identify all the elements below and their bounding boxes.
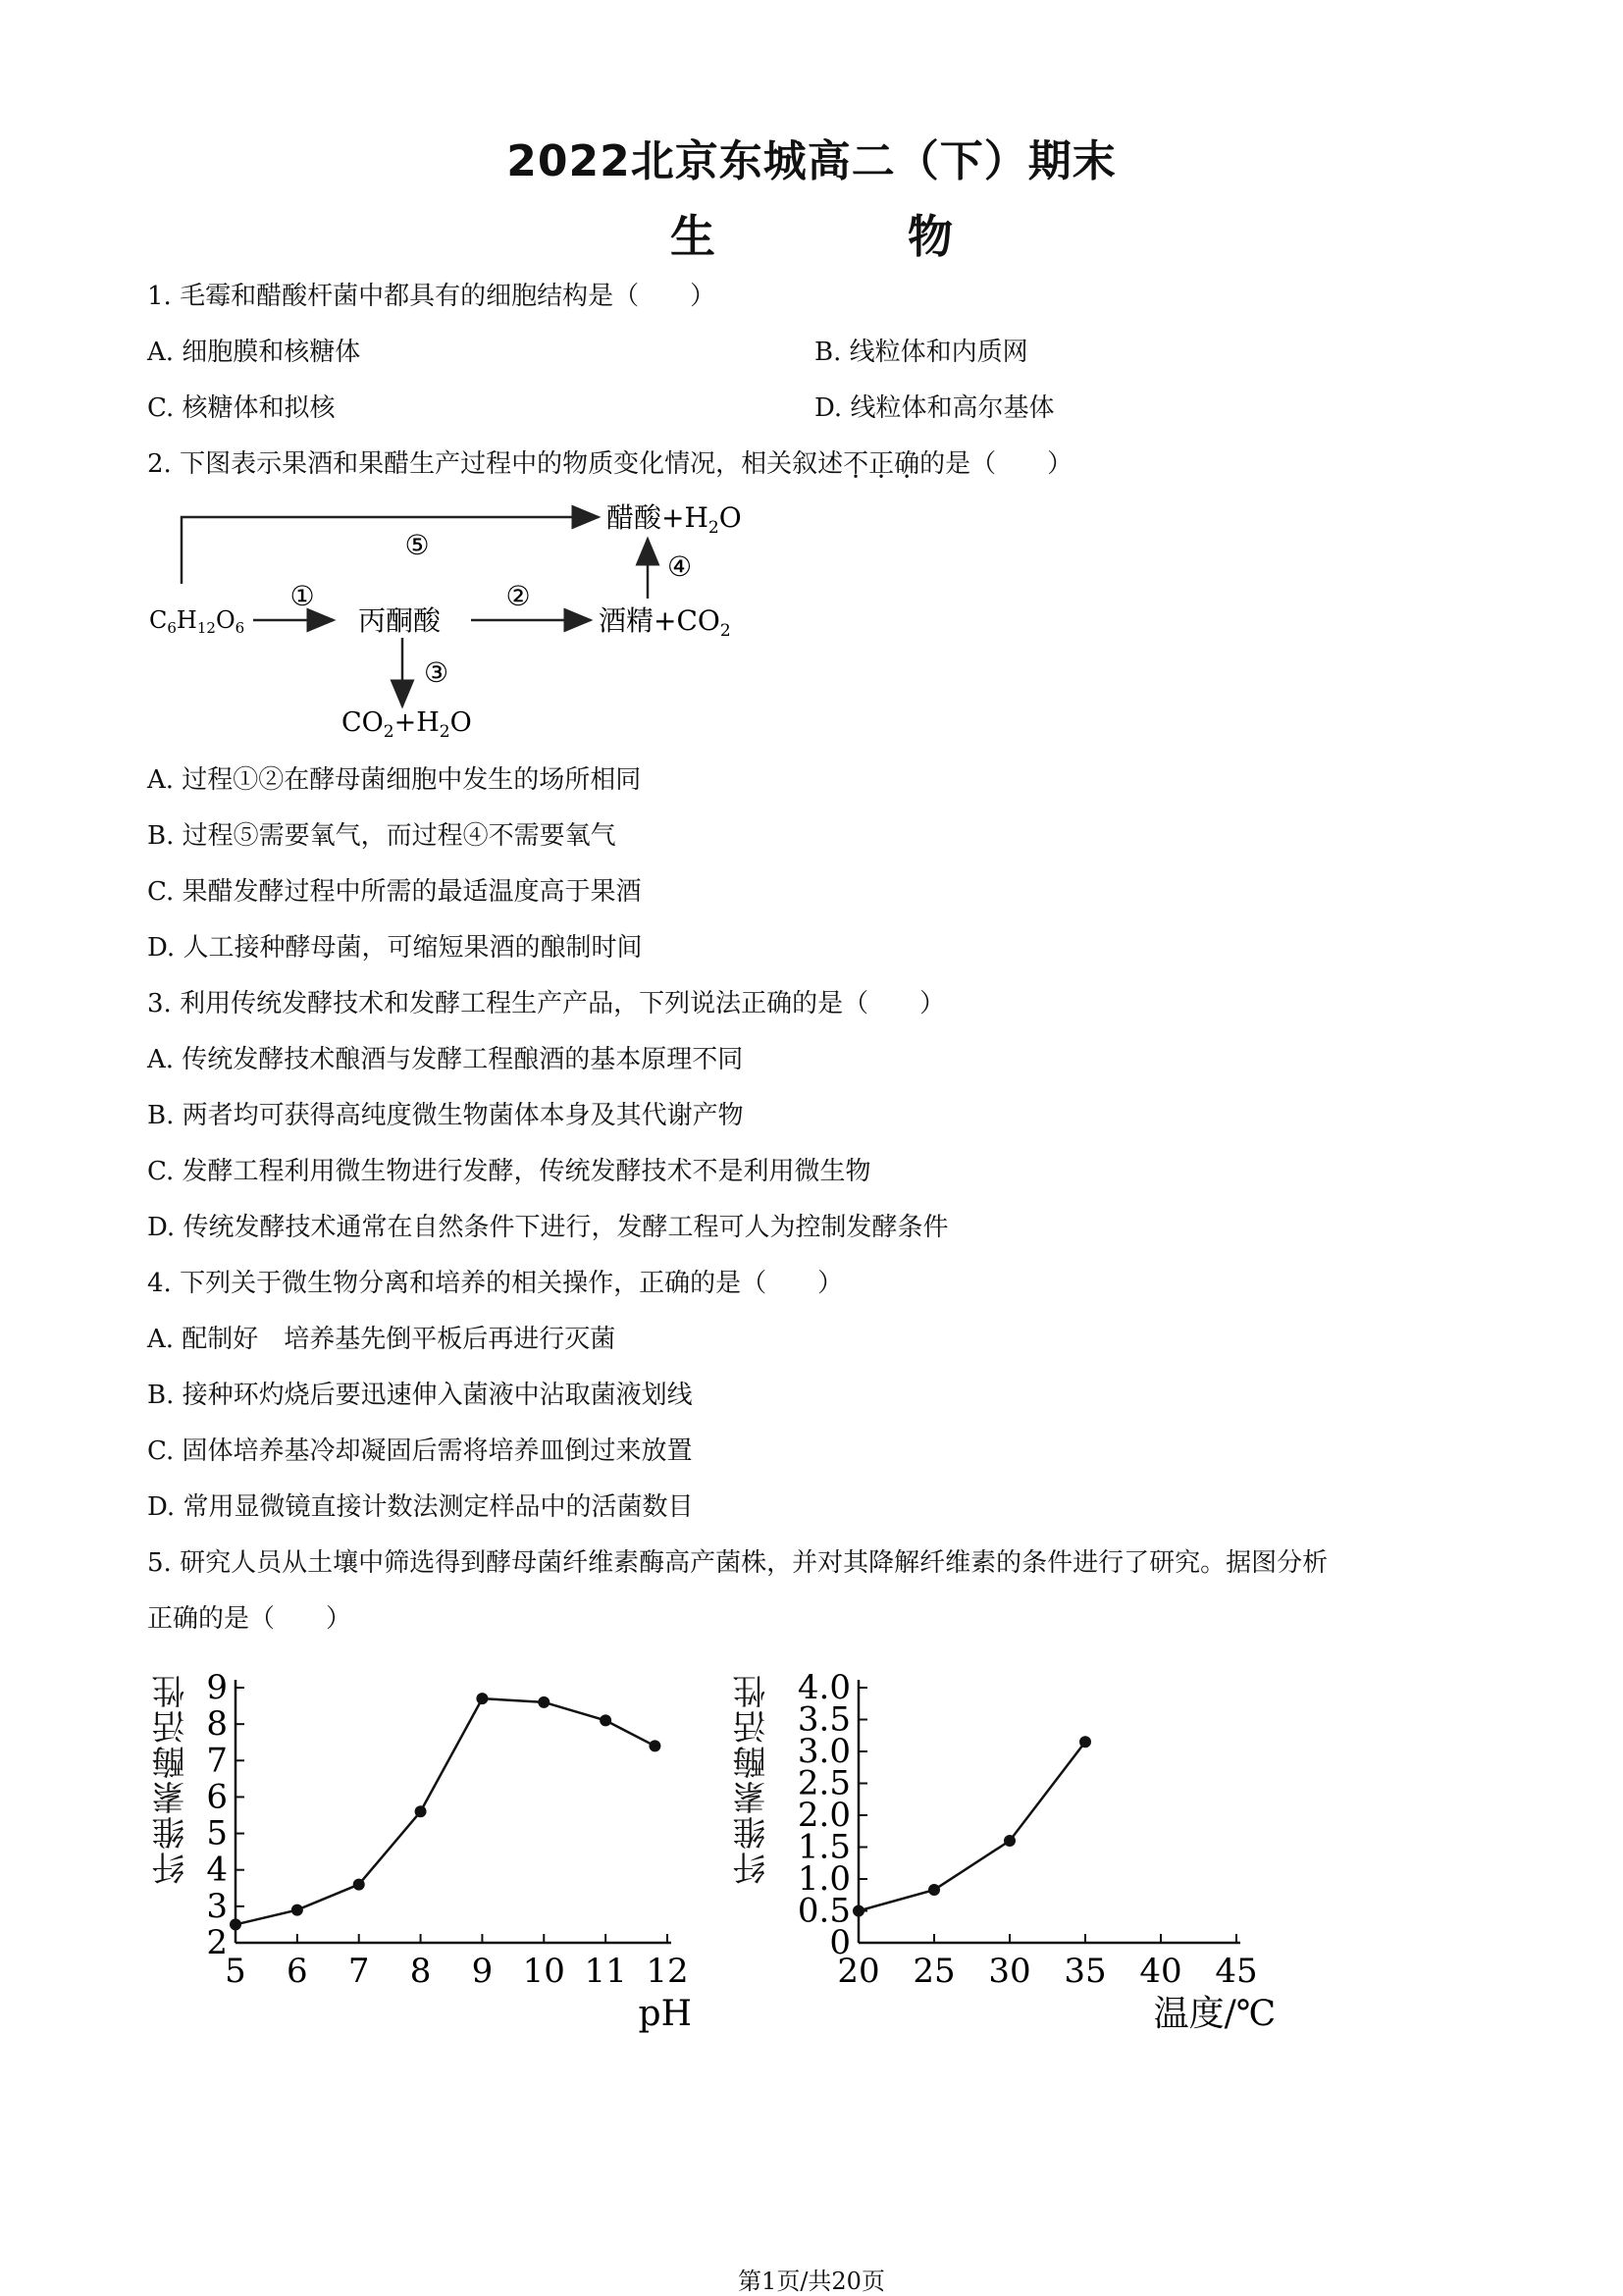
q2-emphasis-char: 正 bbox=[868, 449, 895, 479]
q3-option-c: C. 发酵工程利用微生物进行发酵，传统发酵技术不是利用微生物 bbox=[147, 1157, 871, 1186]
series-line bbox=[236, 1698, 654, 1924]
data-point bbox=[538, 1696, 550, 1708]
q3-stem: 3. 利用传统发酵技术和发酵工程生产产品，下列说法正确的是（ ） bbox=[147, 989, 946, 1018]
q4-option-d: D. 常用显微镜直接计数法测定样品中的活菌数目 bbox=[147, 1492, 694, 1522]
q4-option-a: A. 配制好 培养基先倒平板后再进行灭菌 bbox=[147, 1325, 616, 1354]
data-point bbox=[415, 1805, 427, 1817]
y-tick-label: 2.0 bbox=[797, 1796, 851, 1835]
x-tick-label: 6 bbox=[287, 1952, 308, 1991]
q1-option-c: C. 核糖体和拟核 bbox=[147, 393, 336, 423]
data-point bbox=[928, 1884, 940, 1896]
y-tick-label: 2 bbox=[206, 1923, 228, 1962]
y-tick-label: 2.5 bbox=[797, 1763, 851, 1803]
q2-stem-before: 2. 下图表示果酒和果醋生产过程中的物质变化情况，相关叙述 bbox=[147, 449, 844, 479]
step1-label: ① bbox=[289, 580, 315, 612]
data-point bbox=[600, 1714, 611, 1726]
chart2-ylabel: 纤维素酶活性 bbox=[733, 1673, 772, 1885]
x-tick-label: 9 bbox=[471, 1952, 494, 1991]
q1-stem: 1. 毛霉和醋酸杆菌中都具有的细胞结构是（ ） bbox=[147, 282, 716, 311]
q3-option-d: D. 传统发酵技术通常在自然条件下进行，发酵工程可人为控制发酵条件 bbox=[147, 1213, 949, 1242]
arrow-step5 bbox=[182, 517, 599, 584]
x-tick-label: 5 bbox=[225, 1952, 246, 1991]
step4-label: ④ bbox=[667, 550, 693, 583]
y-tick-label: 0 bbox=[829, 1923, 851, 1962]
step3-label: ③ bbox=[424, 656, 449, 689]
x-tick-label: 35 bbox=[1064, 1952, 1107, 1991]
step5-label: ⑤ bbox=[404, 529, 430, 561]
y-tick-label: 1.5 bbox=[797, 1827, 851, 1867]
y-tick-label: 4.0 bbox=[797, 1668, 851, 1707]
x-axis-label: 温度/℃ bbox=[1153, 1994, 1276, 2034]
q2-option-d: D. 人工接种酵母菌，可缩短果酒的酿制时间 bbox=[147, 933, 643, 963]
data-point bbox=[853, 1905, 864, 1917]
q2-stem bbox=[147, 447, 1073, 481]
co2-water-label: $CO_2+H_2O$ bbox=[341, 707, 472, 741]
q3-option-b: B. 两者均可获得高纯度微生物菌体本身及其代谢产物 bbox=[147, 1101, 744, 1130]
data-point bbox=[476, 1693, 488, 1704]
x-tick-label: 25 bbox=[913, 1952, 956, 1991]
q1-option-a: A. 细胞膜和核糖体 bbox=[147, 338, 361, 367]
q4-option-b: B. 接种环灼烧后要迅速伸入菌液中沾取菌液划线 bbox=[147, 1381, 693, 1410]
y-tick-label: 3 bbox=[206, 1886, 228, 1926]
x-tick-label: 40 bbox=[1139, 1952, 1182, 1991]
q2-stem-after: 的是（ ） bbox=[919, 449, 1073, 479]
x-tick-label: 45 bbox=[1215, 1952, 1258, 1991]
y-tick-label: 5 bbox=[206, 1813, 228, 1853]
data-point bbox=[649, 1740, 660, 1751]
y-tick-label: 6 bbox=[206, 1777, 228, 1817]
chart1-ylabel: 纤维素酶活性 bbox=[152, 1673, 191, 1885]
x-tick-label: 12 bbox=[646, 1952, 689, 1991]
glucose-label: $C_6H_{12}O_6$ bbox=[149, 606, 245, 637]
data-point bbox=[353, 1879, 365, 1891]
series-line bbox=[859, 1742, 1085, 1910]
data-point bbox=[230, 1918, 241, 1930]
x-tick-label: 10 bbox=[522, 1952, 565, 1991]
q4-option-c: C. 固体培养基冷却凝固后需将培养皿倒过来放置 bbox=[147, 1436, 693, 1466]
q3-option-a: A. 传统发酵技术酿酒与发酵工程酿酒的基本原理不同 bbox=[147, 1045, 744, 1074]
q2-option-c: C. 果醋发酵过程中所需的最适温度高于果酒 bbox=[147, 877, 642, 907]
x-tick-label: 7 bbox=[347, 1952, 370, 1991]
q5-stem-line1: 5. 研究人员从土壤中筛选得到酵母菌纤维素酶高产菌株，并对其降解纤维素的条件进行了研究。据图分析 bbox=[147, 1548, 1329, 1578]
q1-option-b: B. 线粒体和内质网 bbox=[814, 338, 1028, 367]
y-tick-label: 1.0 bbox=[797, 1859, 851, 1899]
y-tick-label: 3.0 bbox=[797, 1732, 851, 1771]
fermentation-diagram bbox=[137, 496, 765, 741]
pyruvate-label: 丙酮酸 bbox=[358, 604, 442, 637]
page-footer: 第1页/共20页 bbox=[738, 2268, 885, 2295]
x-tick-label: 8 bbox=[409, 1952, 432, 1991]
ph-activity-chart bbox=[191, 1658, 711, 2051]
q2-emphasis-char: 不 bbox=[843, 449, 869, 479]
step2-label: ② bbox=[505, 580, 531, 612]
subject-title: 生 物 bbox=[669, 210, 1041, 263]
page-title: 2022北京东城高二（下）期末 bbox=[506, 136, 1117, 186]
y-tick-label: 0.5 bbox=[797, 1891, 851, 1931]
data-point bbox=[1004, 1835, 1016, 1847]
data-point bbox=[291, 1905, 303, 1916]
x-tick-label: 11 bbox=[584, 1952, 627, 1991]
q2-option-a: A. 过程①②在酵母菌细胞中发生的场所相同 bbox=[147, 765, 642, 795]
q4-stem: 4. 下列关于微生物分离和培养的相关操作，正确的是（ ） bbox=[147, 1269, 844, 1298]
q5-stem-line2: 正确的是（ ） bbox=[147, 1604, 352, 1634]
q2-emphasis-char: 确 bbox=[894, 449, 920, 479]
q2-option-b: B. 过程⑤需要氧气，而过程④不需要氧气 bbox=[147, 821, 616, 851]
y-tick-label: 8 bbox=[206, 1704, 228, 1745]
y-tick-label: 9 bbox=[206, 1668, 228, 1707]
acetic-acid-label: 醋酸$+H_2O$ bbox=[606, 501, 742, 538]
x-tick-label: 30 bbox=[988, 1952, 1031, 1991]
y-tick-label: 7 bbox=[206, 1741, 228, 1781]
x-tick-label: 20 bbox=[837, 1952, 880, 1991]
q1-option-d: D. 线粒体和高尔基体 bbox=[814, 393, 1055, 423]
y-tick-label: 3.5 bbox=[797, 1699, 851, 1740]
y-tick-label: 4 bbox=[206, 1850, 228, 1890]
temperature-activity-chart bbox=[775, 1658, 1285, 2051]
data-point bbox=[1079, 1736, 1091, 1748]
x-axis-label: pH bbox=[638, 1994, 692, 2034]
ethanol-co2-label: 酒精$+CO_2$ bbox=[599, 604, 731, 641]
